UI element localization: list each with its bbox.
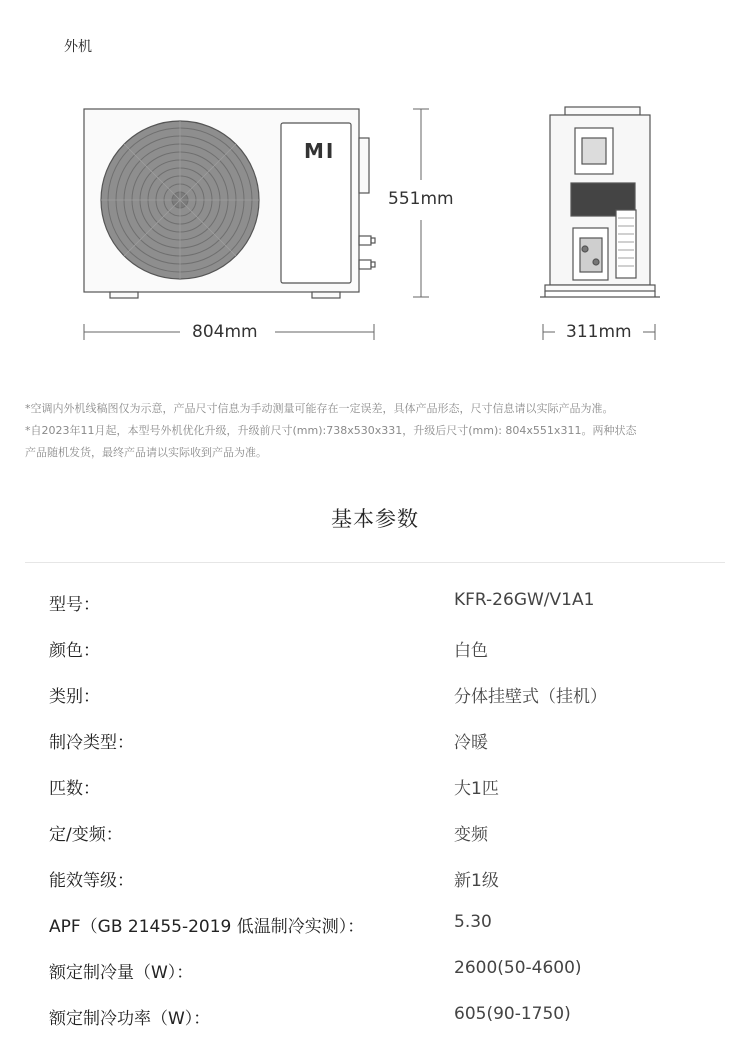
spec-value: 新1级 — [454, 871, 499, 891]
valve-cover — [359, 138, 369, 193]
spec-value: 分体挂壁式（挂机） — [454, 687, 607, 707]
depth-dimension-label: 311mm — [562, 322, 636, 342]
width-dimension-label: 804mm — [188, 322, 262, 342]
spec-value: 变频 — [454, 825, 488, 845]
spec-row-efficiency — [0, 866, 750, 912]
spec-key: 制冷类型： — [49, 733, 134, 753]
spec-row-rated-cooling-capacity — [0, 958, 750, 1004]
spec-key: 能效等级： — [49, 871, 134, 891]
side-vent — [616, 210, 636, 278]
spec-value: KFR-26GW/V1A1 — [454, 590, 595, 610]
note-line: *自2023年11月起，本型号外机优化升级，升级前尺寸(mm):738x530x331，升级后尺寸(mm): 804x551x311。两种状态 — [25, 424, 637, 437]
spec-row-category — [0, 682, 750, 728]
spec-value: 白色 — [454, 641, 488, 661]
note-line: 产品随机发货，最终产品请以实际收到产品为准。 — [25, 446, 267, 459]
spec-key: 颜色： — [49, 641, 100, 661]
outdoor-unit-drawing — [0, 0, 750, 380]
spec-key: 额定制冷量（W）： — [49, 963, 194, 983]
spec-row-apf — [0, 912, 750, 958]
spec-value: 冷暖 — [454, 733, 488, 753]
side-top-cap — [565, 107, 640, 115]
spec-key: APF（GB 21455-2019 低温制冷实测）： — [49, 917, 365, 937]
spec-value: 大1匹 — [454, 779, 499, 799]
spec-title: 基本参数 — [331, 507, 419, 531]
spec-key: 定/变频： — [49, 825, 123, 845]
spec-key: 额定制冷功率（W）： — [49, 1009, 211, 1029]
spec-value: 5.30 — [454, 912, 492, 932]
divider — [25, 562, 725, 563]
disclaimer-notes — [25, 398, 725, 464]
front-feet-left — [110, 292, 138, 298]
spec-value: 605(90-1750) — [454, 1004, 571, 1024]
spec-value: 2600(50-4600) — [454, 958, 582, 978]
side-view — [540, 107, 660, 297]
spec-row-horsepower — [0, 774, 750, 820]
pipe-valves — [359, 236, 375, 269]
spec-row-color — [0, 636, 750, 682]
logo-text: MI — [304, 139, 336, 163]
height-dimension-label: 551mm — [384, 189, 458, 209]
front-feet-right — [312, 292, 340, 298]
spec-key: 类别： — [49, 687, 100, 707]
spec-row-model — [0, 590, 750, 636]
spec-key: 型号： — [49, 595, 100, 615]
spec-row-rated-cooling-power — [0, 1004, 750, 1050]
side-base-plate — [545, 285, 655, 291]
spec-row-frequency — [0, 820, 750, 866]
fan-grille — [101, 121, 259, 279]
note-line: *空调内外机线稿图仅为示意，产品尺寸信息为手动测量可能存在一定误差，具体产品形态，尺寸信息请以实际产品为准。 — [25, 402, 614, 415]
spec-key: 匹数： — [49, 779, 100, 799]
section-label-outdoor-unit: 外机 — [64, 39, 92, 55]
spec-row-cooling-type — [0, 728, 750, 774]
